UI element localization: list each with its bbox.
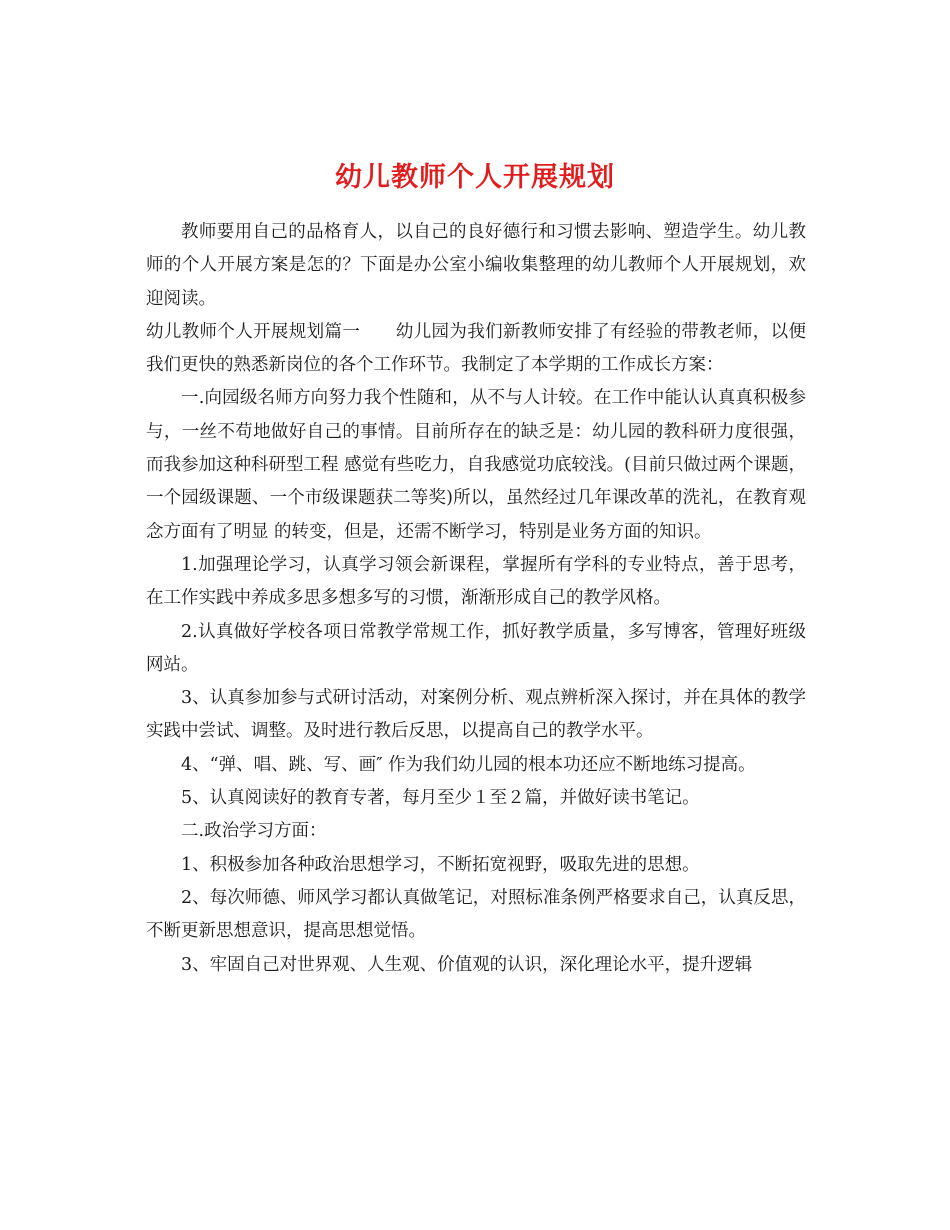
paragraph-subitem-5: 5、认真阅读好的教育专著，每月至少１至２篇，并做好读书笔记。 xyxy=(181,788,700,809)
document-body xyxy=(146,216,806,982)
paragraph-politics-1: 1、积极参加各种政治思想学习，不断拓宽视野，吸取先进的思想。 xyxy=(181,854,700,875)
paragraph-item-one: 一.向园级名师方向努力我个性随和，从不与人计较。在工作中能认认真真积极参与，一丝不苟地做好自己的事情。目前所存在的缺乏是：幼儿园的教科研力度很强，而我参加这种科研型工程 感觉有些吃力，自我感觉功底较浅。(目前只做过两个课题，一个园级课题、一个市级课题获二等奖)所以，虽然经过几年课改革的洗礼，在教育观念方面有了明显 的转变，但是，还需不断学习，特别是业务方面的知识。 xyxy=(146,388,806,542)
paragraph-subitem-2: 2.认真做好学校各项日常教学常规工作，抓好教学质量，多写博客，管理好班级网站。 xyxy=(146,621,806,675)
paragraph-politics-3: 3、牢固自己对世界观、人生观、价值观的认识，深化理论水平，提升逻辑 xyxy=(181,954,753,975)
paragraph-item-two-heading: 二.政治学习方面： xyxy=(181,821,327,842)
paragraph-subitem-3: 3、认真参加参与式研讨活动，对案例分析、观点辨析深入探讨，并在具体的教学实践中尝试、调整。及时进行教后反思，以提高自己的教学水平。 xyxy=(146,688,806,742)
paragraph-section-one-heading: 幼儿教师个人开展规划篇一 幼儿园为我们新教师安排了有经验的带教老师，以便我们更快的熟悉新岗位的各个工作环节。我制定了本学期的工作成长方案： xyxy=(146,321,806,376)
document-title: 幼儿教师个人开展规划 xyxy=(335,162,615,194)
paragraph-subitem-4: 4、“弹、唱、跳、写、画″ 作为我们幼儿园的根本功还应不断地练习提高。 xyxy=(181,754,756,775)
paragraph-intro: 教师要用自己的品格育人，以自己的良好德行和习惯去影响、塑造学生。幼儿教师的个人开展方案是怎的？下面是办公室小编收集整理的幼儿教师个人开展规划，欢迎阅读。 xyxy=(146,222,806,309)
paragraph-politics-2: 2、每次师德、师风学习都认真做笔记，对照标准条例严格要求自己，认真反思，不断更新思想意识，提高思想觉悟。 xyxy=(146,887,806,942)
paragraph-subitem-1: 1.加强理论学习，认真学习领会新课程，掌握所有学科的专业特点，善于思考，在工作实践中养成多思多想多写的习惯，渐渐形成自己的教学风格。 xyxy=(146,554,806,609)
